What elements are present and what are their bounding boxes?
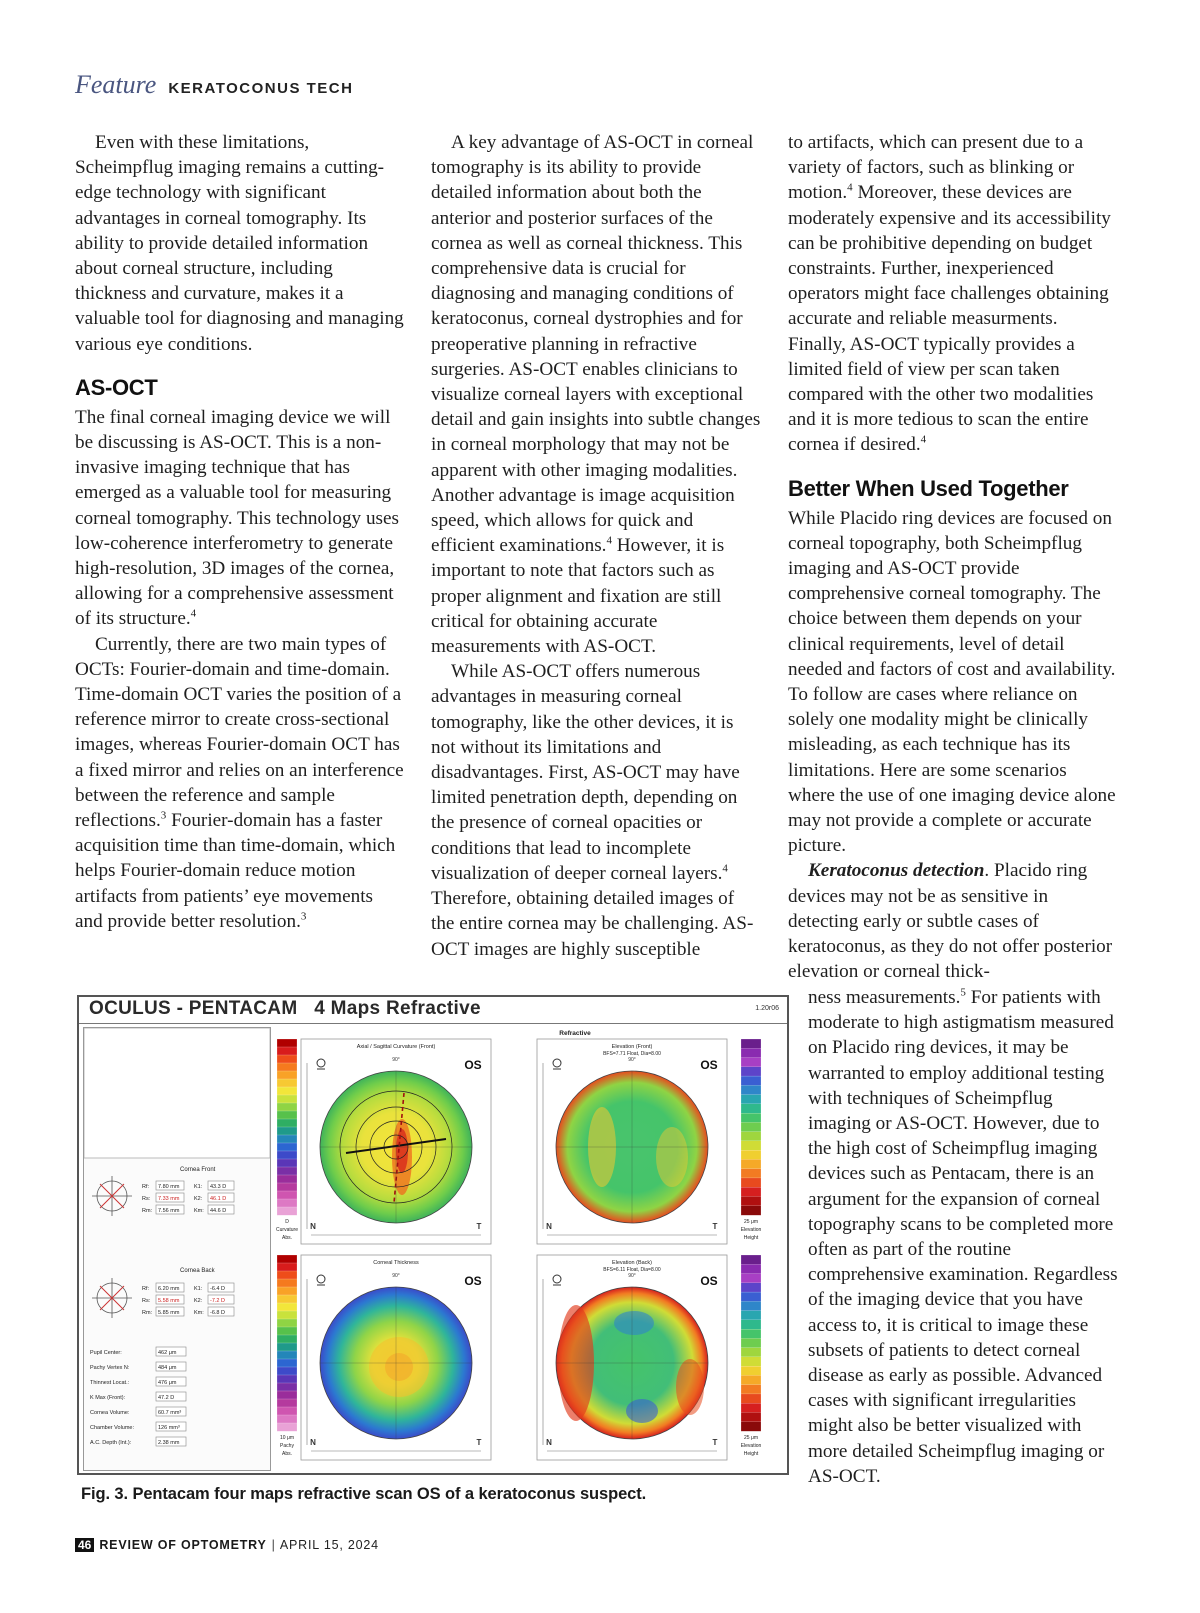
article-column-3-continued (808, 985, 1118, 1489)
row-label: K1: (194, 1184, 203, 1190)
row-label: Rm: (142, 1208, 153, 1214)
subheading-asoct: AS-OCT (75, 374, 158, 400)
paragraph: Keratoconus detection. Placido ring devices may not be as sensitive in detecting early or subtle cases of keratoconus, as they do not offer posterior elevation or corneal thick- (788, 860, 1113, 983)
paragraph: While AS-OCT offers numerous advantages in measuring corneal tomography, like the other devices, it is not without its limitations and disadvantages. First, AS-OCT may have limited penetration depth, depending on the presence of corneal opacities or conditions that lead to incomplete visualization of deeper corneal layers.$^4$ Therefore, obtaining detailed images of the entire cornea may be challenging. AS-OCT images are highly susceptible (431, 661, 754, 960)
angle-label: 90° (392, 1057, 400, 1063)
scale-cell (277, 1039, 297, 1047)
back-crosshair (92, 1278, 132, 1318)
paragraph: to artifacts, which can present due to a variety of factors, such as blinking or motion.$^4$ Moreover, these devices are moderately expensive and its accessibility can be prohibitive depending on budget constraints. Further, inexperienced operators might face challenges obtaining accurate and reliable measurments. Finally, AS-OCT typically provides a limited field of view per scan taken compared with the other two modalities and it is more tedious to scan the entire cornea if desired.$^4$ (788, 132, 1111, 456)
scale-cell (741, 1132, 761, 1142)
scale-cell (741, 1274, 761, 1284)
row-label: Rf: (142, 1286, 150, 1292)
figure-data-panel (83, 1027, 271, 1471)
angle-label: 90° (392, 1273, 400, 1279)
scale-cell (277, 1319, 297, 1327)
figure-pentacam (77, 995, 789, 1475)
map-sublabel: BFS=6.11 Float, Dia=8.00 (603, 1267, 661, 1273)
scale-cell (277, 1183, 297, 1191)
section-topic: KERATOCONUS TECH (168, 80, 354, 97)
scale-foot: 25 μm (744, 1219, 758, 1225)
map-label: Elevation (Front) (611, 1044, 653, 1050)
row-label: Rm: (142, 1310, 153, 1316)
scale-cell (741, 1067, 761, 1077)
scale-cell (277, 1095, 297, 1103)
scale-foot: Pachy (280, 1443, 294, 1449)
row-value: -7.2 D (210, 1298, 225, 1304)
pachy-value: 126 mm³ (158, 1425, 180, 1431)
scale-cell (741, 1403, 761, 1413)
scale-cell (277, 1167, 297, 1175)
section-label: Feature (75, 70, 157, 99)
scale-cell (741, 1122, 761, 1132)
pachy-label: Chamber Volume: (90, 1425, 135, 1431)
row-value: -6.4 D (210, 1286, 225, 1292)
subheading-better-together: Better When Used Together (788, 475, 1069, 501)
elev-band (614, 1311, 654, 1335)
scale-cell (277, 1367, 297, 1375)
row-value: 44.6 D (210, 1208, 227, 1214)
map-panel (537, 1039, 761, 1244)
scale-cell (277, 1071, 297, 1079)
scale-cell (277, 1047, 297, 1055)
scale-cell (277, 1271, 297, 1279)
scale-cell (277, 1119, 297, 1127)
elev-band (656, 1127, 688, 1187)
maps-svg (275, 1027, 785, 1469)
scale-cell (277, 1279, 297, 1287)
scale-cell (741, 1264, 761, 1274)
paragraph: ness measurements.$^5$ For patients with moderate to high astigmatism measured on Placido ring devices, it may be warranted to employ additional testing with techniques of Scheimpflug imaging or AS-OCT. However, due to the high cost of Scheimpflug imaging devices such as Pentacam, there is an argument for the expansion of corneal topography scans to be completed more often as part of the routine comprehensive examination. Regardless of the imaging device that you have access to, it is critical to image these subsets of patients to detect corneal disease as early as possible. Advanced cases with significant irregularities might also be better visualized with more detailed Scheimpflug imaging or AS-OCT. (808, 986, 1118, 1487)
scale-cell (741, 1338, 761, 1348)
row-value: -6.8 D (210, 1310, 225, 1316)
scale-cell (277, 1111, 297, 1119)
scale-foot: D (285, 1219, 289, 1225)
scale-cell (741, 1283, 761, 1293)
pachy-value: 484 μm (158, 1365, 177, 1371)
scale-cell (277, 1343, 297, 1351)
pachy-label: Cornea Volume: (90, 1410, 130, 1416)
scale-foot: Abs. (281, 1451, 293, 1457)
scale-cell (277, 1407, 297, 1415)
back-label: Cornea Back (180, 1268, 215, 1274)
row-label: K1: (194, 1286, 203, 1292)
elev-band (676, 1359, 704, 1415)
publication-name: REVIEW OF OPTOMETRY (99, 1538, 267, 1552)
front-rows (142, 1181, 234, 1214)
scale-cell (741, 1039, 761, 1049)
dir-n: N (310, 1438, 316, 1447)
color-scale (276, 1039, 298, 1241)
color-scale (741, 1255, 762, 1457)
scale-cell (277, 1255, 297, 1263)
dir-n: N (546, 1222, 552, 1231)
row-label: Km: (194, 1208, 204, 1214)
scale-cell (741, 1076, 761, 1086)
scale-cell (277, 1287, 297, 1295)
scale-cell (741, 1301, 761, 1311)
scale-cell (741, 1394, 761, 1404)
pachy-label: A.C. Depth (Int.): (90, 1440, 132, 1446)
row-label: Rs: (142, 1196, 151, 1202)
pachy-value: 462 μm (158, 1350, 177, 1356)
paragraph: Currently, there are two main types of OCTs: Fourier-domain and time-domain. Time-domain OCT varies the position of a reference mirror to create cross-sectional images, whereas Fourier-domain OCT has a fixed mirror and relies on an interference between the reference and sample reflections.$^3$ Fourier-domain has a faster acquisition time than time-domain, which helps Fourier-domain reduce motion artifacts from patients’ eye movements and provide better resolution.$^3$ (75, 633, 404, 932)
figure-version: 1.20r06 (755, 1005, 779, 1012)
scale-cell (741, 1141, 761, 1151)
row-label: Rf: (142, 1184, 150, 1190)
scale-foot: 10 μm (280, 1435, 294, 1441)
scale-cell (741, 1178, 761, 1188)
scale-cell (741, 1412, 761, 1422)
scale-foot: Elevation (740, 1443, 762, 1449)
scale-cell (741, 1366, 761, 1376)
paragraph: Even with these limitations, Scheimpflug imaging remains a cutting-edge technology with significant advantages in corneal tomography. Its ability to provide detailed information about corneal structure, including thickness and curvature, makes it a valuable tool for diagnosing and managing various eye conditions. (75, 132, 404, 355)
angle-label: 90° (628, 1273, 636, 1279)
paragraph: A key advantage of AS-OCT in corneal tomography is its ability to provide detailed information about both the anterior and posterior surfaces of the cornea as well as corneal thickness. This comprehensive data is crucial for diagnosing and managing conditions of keratoconus, corneal dystrophies and for preoperative planning in refractive surgeries. AS-OCT enables clinicians to visualize corneal layers with exceptional detail and gain insights into subtle changes in corneal morphology that may not be apparent with other imaging modalities. Another advantage is image acquisition speed, which allows for quick and efficient examinations.$^4$ However, it is important to note that factors such as proper alignment and fixation are still critical for obtaining accurate measurements with AS-OCT. (431, 132, 761, 658)
map-panel (537, 1255, 761, 1460)
eye-label: OS (700, 1274, 718, 1288)
scale-cell (277, 1207, 297, 1215)
scale-cell (277, 1087, 297, 1095)
scale-cell (741, 1104, 761, 1114)
scale-cell (277, 1143, 297, 1151)
scale-cell (741, 1320, 761, 1330)
scale-cell (277, 1327, 297, 1335)
scale-cell (277, 1303, 297, 1311)
scale-cell (741, 1292, 761, 1302)
scale-cell (741, 1255, 761, 1265)
dir-t: T (712, 1438, 718, 1447)
scale-foot: Elevation (740, 1227, 762, 1233)
scale-cell (741, 1048, 761, 1058)
figure-map-panels (275, 1027, 785, 1469)
row-value: 7.80 mm (158, 1184, 180, 1190)
page-number: 46 (75, 1538, 94, 1552)
scale-cell (277, 1151, 297, 1159)
pachy-rows (90, 1347, 186, 1446)
pachy-label: Pupil Center: (90, 1350, 122, 1356)
scale-cell (741, 1375, 761, 1385)
dir-n: N (546, 1438, 552, 1447)
figure-caption: Fig. 3. Pentacam four maps refractive scan OS of a keratoconus suspect. (81, 1485, 647, 1503)
scale-cell (277, 1295, 297, 1303)
dir-t: T (476, 1438, 482, 1447)
figure-title-bar (79, 997, 787, 1024)
scale-cell (277, 1311, 297, 1319)
scale-cell (277, 1159, 297, 1167)
dir-t: T (476, 1222, 482, 1231)
dir-n: N (310, 1222, 316, 1231)
issue-date: APRIL 15, 2024 (279, 1538, 379, 1552)
scale-foot: 25 μm (744, 1435, 758, 1441)
pachy-label: Pachy Vertex N: (90, 1365, 130, 1371)
scale-cell (277, 1175, 297, 1183)
pachy-value: 2.38 mm (158, 1440, 180, 1446)
elev-band (626, 1399, 658, 1423)
map-label: Axial / Sagittal Curvature (Front) (356, 1044, 436, 1050)
scale-cell (277, 1191, 297, 1199)
scale-cell (277, 1263, 297, 1271)
map-panel (276, 1039, 491, 1244)
front-label: Cornea Front (180, 1167, 216, 1173)
dir-t: T (712, 1222, 718, 1231)
scale-cell (277, 1079, 297, 1087)
eye-label: OS (464, 1274, 482, 1288)
scale-cell (277, 1055, 297, 1063)
color-scale (277, 1255, 297, 1457)
article-column-2 (431, 130, 761, 962)
row-value: 46.1 D (210, 1196, 227, 1202)
map-panel (277, 1255, 491, 1460)
eye-label: OS (700, 1058, 718, 1072)
thinnest-zone (385, 1353, 413, 1381)
scale-cell (277, 1359, 297, 1367)
pachy-label: K Max (Front): (90, 1395, 126, 1401)
scale-cell (741, 1113, 761, 1123)
scale-cell (741, 1150, 761, 1160)
pachy-value: 476 μm (158, 1380, 177, 1386)
page-header (75, 70, 353, 100)
scale-cell (741, 1422, 761, 1432)
scale-cell (277, 1127, 297, 1135)
scale-cell (741, 1206, 761, 1216)
scale-cell (741, 1187, 761, 1197)
run-in-heading: Keratoconus detection (808, 860, 985, 882)
row-value: 5.58 mm (158, 1298, 180, 1304)
row-value: 5.85 mm (158, 1310, 180, 1316)
scale-cell (741, 1385, 761, 1395)
scale-cell (277, 1335, 297, 1343)
scale-cell (741, 1095, 761, 1105)
panel-header: Refractive (559, 1030, 591, 1037)
blank-box (84, 1028, 270, 1158)
scale-cell (277, 1103, 297, 1111)
scale-cell (277, 1399, 297, 1407)
scale-cell (741, 1058, 761, 1068)
scale-foot: Height (743, 1235, 759, 1241)
scale-cell (741, 1159, 761, 1169)
pachy-value: 60.7 mm³ (158, 1410, 182, 1416)
scale-cell (741, 1085, 761, 1095)
scale-cell (277, 1135, 297, 1143)
row-value: 6.20 mm (158, 1286, 180, 1292)
scale-cell (741, 1348, 761, 1358)
scale-cell (277, 1063, 297, 1071)
paragraph: While Placido ring devices are focused on corneal topography, both Scheimpflug imaging and AS-OCT provide comprehensive corneal tomography. The choice between them depends on your clinical requirements, level of detail needed and factors of cost and availability. To follow are cases where reliance on solely one modality might be clinically misleading, as each technique has its limitations. Here are some scenarios where the use of one imaging device alone may not provide a complete or accurate picture. (788, 507, 1116, 857)
color-scale (741, 1039, 762, 1241)
row-label: Rs: (142, 1298, 151, 1304)
scale-foot: Height (743, 1451, 759, 1457)
pachy-value: 47.2 D (158, 1395, 175, 1401)
article-column-3 (788, 130, 1118, 985)
scale-cell (277, 1351, 297, 1359)
figure-title: OCULUS - PENTACAM 4 Maps Refractive (89, 998, 481, 1019)
map-label: Corneal Thickness (373, 1260, 419, 1266)
scale-cell (277, 1415, 297, 1423)
scale-cell (741, 1196, 761, 1206)
article-column-1 (75, 130, 405, 934)
row-label: K2: (194, 1196, 203, 1202)
scale-foot: Curvature (276, 1227, 298, 1233)
scale-cell (277, 1375, 297, 1383)
scale-cell (741, 1169, 761, 1179)
scale-cell (277, 1199, 297, 1207)
figure-data-svg (84, 1028, 270, 1470)
footer-separator: | (271, 1538, 275, 1552)
row-value: 7.56 mm (158, 1208, 180, 1214)
angle-label: 90° (628, 1057, 636, 1063)
eye-label: OS (464, 1058, 482, 1072)
scale-foot: Abs. (281, 1235, 293, 1241)
scale-cell (277, 1383, 297, 1391)
row-value: 43.3 D (210, 1184, 227, 1190)
scale-cell (741, 1329, 761, 1339)
map-label: Elevation (Back) (611, 1260, 653, 1266)
row-label: Km: (194, 1310, 204, 1316)
scale-cell (741, 1357, 761, 1367)
paragraph: The final corneal imaging device we will be discussing is AS-OCT. This is a non-invasive imaging technique that has emerged as a valuable tool for measuring corneal tomography. This technology uses low-coherence interferometry to generate high-resolution, 3D images of the cornea, allowing for a comprehensive assessment of its structure.$^4$ (75, 406, 399, 630)
back-rows (142, 1283, 234, 1316)
row-label: K2: (194, 1298, 203, 1304)
front-crosshair (92, 1176, 132, 1216)
scale-cell (277, 1423, 297, 1431)
pachy-label: Thinnest Locat.: (90, 1380, 130, 1386)
page-footer (75, 1538, 379, 1552)
scale-cell (741, 1311, 761, 1321)
row-value: 7.33 mm (158, 1196, 180, 1202)
scale-cell (277, 1391, 297, 1399)
map-sublabel: BFS=7.71 Float, Dia=8.00 (603, 1051, 661, 1057)
